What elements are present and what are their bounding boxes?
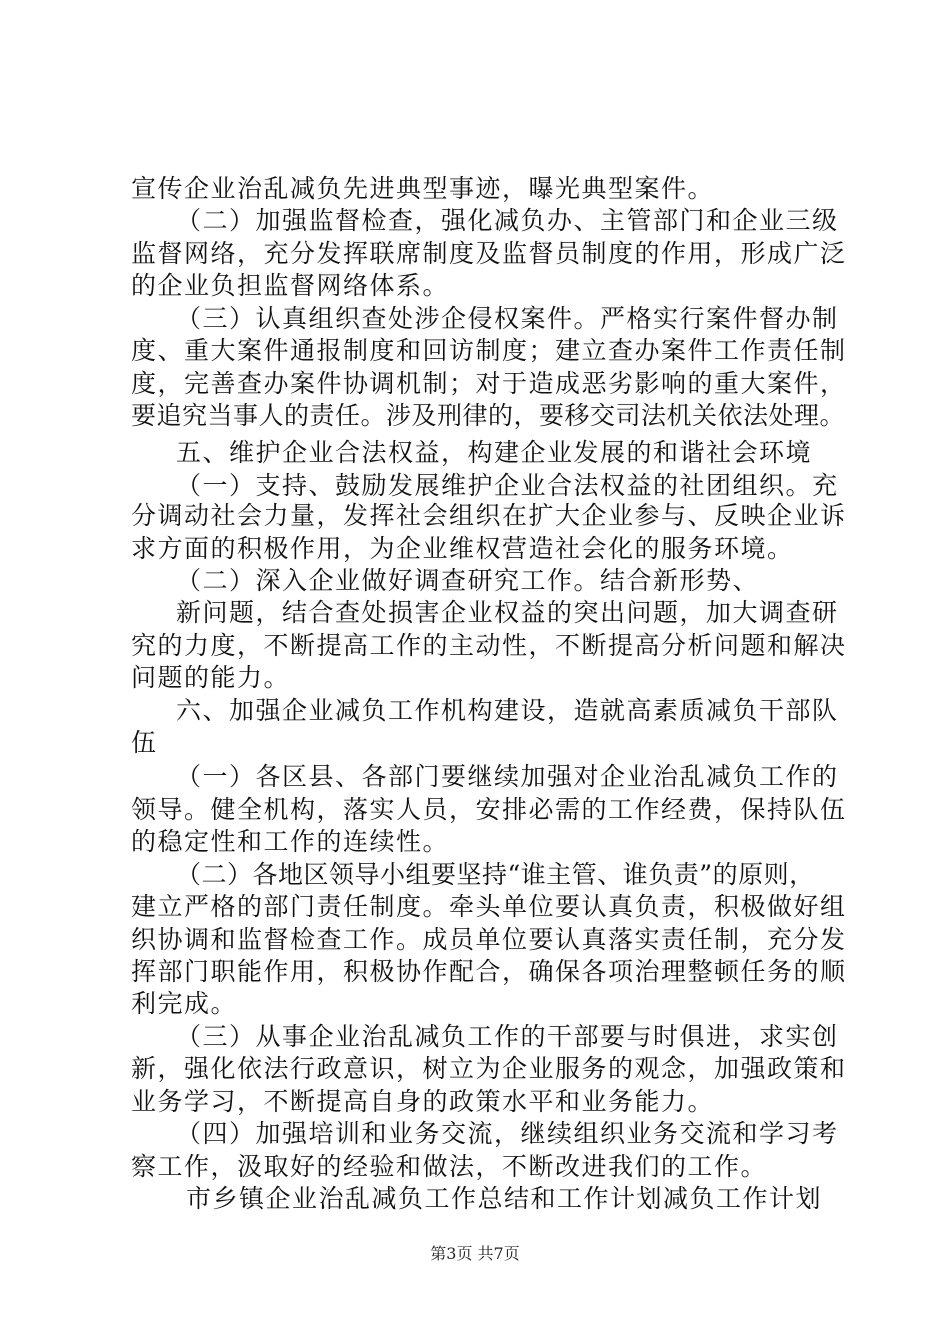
section-heading: 伍 bbox=[131, 728, 158, 757]
body-line: 织协调和监督检查工作。成员单位要认真落实责任制，充分发 bbox=[131, 925, 847, 954]
body-line: 利完成。 bbox=[131, 989, 238, 1018]
body-line: 领导。健全机构，落实人员，安排必需的工作经费，保持队伍 bbox=[131, 795, 847, 824]
body-line: （三）认真组织查处涉企侵权案件。严格实行案件督办制 bbox=[176, 304, 839, 333]
body-line: 建立严格的部门责任制度。牵头单位要认真负责，积极做好组 bbox=[131, 892, 847, 921]
body-line: 察工作，汲取好的经验和做法，不断改进我们的工作。 bbox=[131, 1152, 768, 1181]
body-line: 究的力度，不断提高工作的主动性，不断提高分析问题和解决 bbox=[131, 631, 847, 660]
body-line: 的企业负担监督网络体系。 bbox=[131, 271, 450, 300]
section-heading: 五、维护企业合法权益，构建企业发展的和谐社会环境 bbox=[176, 438, 813, 467]
body-line: 监督网络，充分发挥联席制度及监督员制度的作用，形成广泛 bbox=[131, 239, 847, 268]
body-line: 新，强化依法行政意识，树立为企业服务的观念，加强政策和 bbox=[131, 1054, 847, 1083]
body-line: 要追究当事人的责任。涉及刑律的，要移交司法机关依法处理。 bbox=[131, 401, 846, 430]
body-line: 问题的能力。 bbox=[131, 663, 291, 692]
body-line: （四）加强培训和业务交流，继续组织业务交流和学习考 bbox=[176, 1119, 839, 1148]
body-line: 市乡镇企业治乱减负工作总结和工作计划减负工作计划 bbox=[186, 1184, 823, 1213]
section-heading: 六、加强企业减负工作机构建设，造就高素质减负干部队 bbox=[176, 696, 839, 725]
body-line: 度，完善查办案件协调机制；对于造成恶劣影响的重大案件， bbox=[131, 369, 847, 398]
body-line: （二）各地区领导小组要坚持“谁主管、谁负责”的原则， bbox=[176, 860, 815, 889]
body-line: （一）各区县、各部门要继续加强对企业治乱减负工作的 bbox=[176, 762, 839, 791]
body-line: 分调动社会力量，发挥社会组织在扩大企业参与、反映企业诉 bbox=[131, 501, 847, 530]
body-line: 的稳定性和工作的连续性。 bbox=[131, 827, 450, 856]
body-line: 宣传企业治乱减负先进典型事迹，曝光典型案件。 bbox=[131, 174, 715, 203]
body-line: （一）支持、鼓励发展维护企业合法权益的社团组织。充 bbox=[176, 471, 839, 500]
body-line: （二）深入企业做好调查研究工作。结合新形势、 bbox=[176, 566, 760, 595]
body-line: 度、重大案件通报制度和回访制度；建立查办案件工作责任制 bbox=[131, 336, 847, 365]
body-line: 业务学习，不断提高自身的政策水平和业务能力。 bbox=[131, 1087, 715, 1116]
body-line: 新问题，结合查处损害企业权益的突出问题，加大调查研 bbox=[176, 598, 839, 627]
body-line: （三）从事企业治乱减负工作的干部要与时俱进，求实创 bbox=[176, 1022, 839, 1051]
body-line: 挥部门职能作用，积极协作配合，确保各项治理整顿任务的顺 bbox=[131, 957, 847, 986]
body-line: 求方面的积极作用，为企业维权营造社会化的服务环境。 bbox=[131, 534, 794, 563]
page-number-footer: 第3页 共7页 bbox=[430, 1244, 520, 1263]
body-line: （二）加强监督检查，强化减负办、主管部门和企业三级 bbox=[176, 206, 839, 235]
